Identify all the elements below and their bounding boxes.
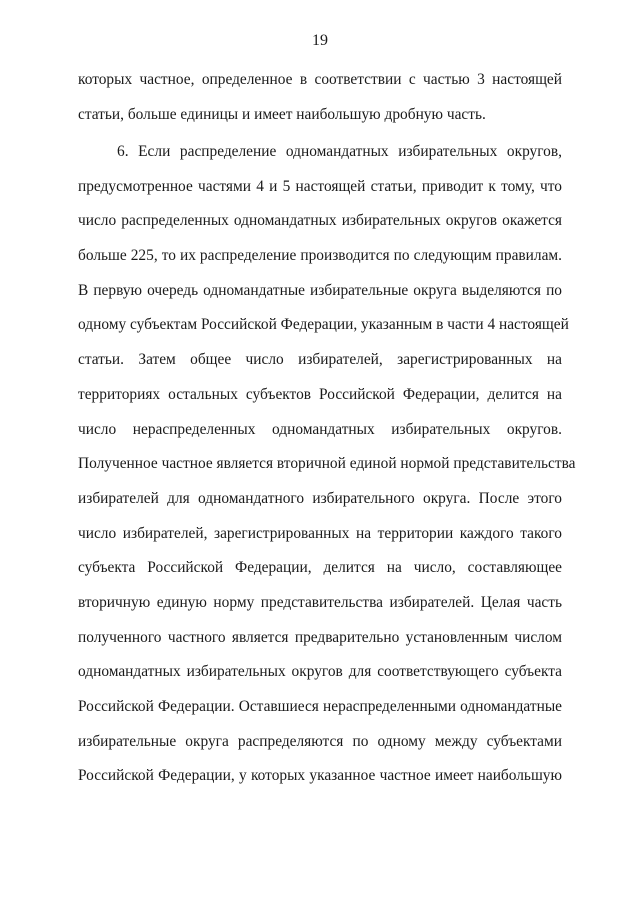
text-line: Российской Федерации, у которых указанное частное имеет наибольшую [78, 767, 562, 785]
text-line: территориях остальных субъектов Российской Федерации, делится на [78, 385, 562, 403]
text-line: статьи. Затем общее число избирателей, зарегистрированных на [78, 351, 562, 369]
paragraph-continuation [78, 70, 562, 139]
text-line: избирателей для одномандатного избирательного округа. После этого [78, 489, 562, 507]
text-line: одномандатных избирательных округов для соответствующего субъекта [78, 663, 562, 681]
text-line: число избирателей, зарегистрированных на территории каждого такого [78, 524, 562, 542]
text-line: Полученное частное является вторичной единой нормой представительства [78, 455, 576, 473]
text-line: Российской Федерации. Оставшиеся нераспределенными одномандатные [78, 698, 562, 715]
text-line: 6. Если распределение одномандатных избирательных округов, [117, 143, 562, 160]
text-line: вторичную единую норму представительства избирателей. Целая часть [78, 593, 562, 611]
text-line: число распределенных одномандатных избирательных округов окажется [78, 212, 562, 230]
text-line: одному субъектам Российской Федерации, указанным в части 4 настоящей [78, 316, 569, 334]
text-line: число нераспределенных одномандатных избирательных округов. [78, 420, 562, 438]
text-line: полученного частного является предварительно установленным числом [78, 628, 562, 646]
text-line: которых частное, определенное в соответствии с частью 3 настоящей [78, 71, 562, 88]
text-line: В первую очередь одномандатные избирательные округа выделяются по [78, 281, 562, 299]
page-number: 19 [312, 32, 328, 49]
text-line: избирательные округа распределяются по одному между субъектами [78, 732, 562, 750]
text-line: больше 225, то их распределение производится по следующим правилам. [78, 247, 562, 265]
paragraph-6 [78, 142, 576, 801]
text-line: субъекта Российской Федерации, делится на число, составляющее [78, 559, 562, 577]
text-line: статьи, больше единицы и имеет наибольшую дробную часть. [78, 105, 486, 123]
text-line: предусмотренное частями 4 и 5 настоящей статьи, приводит к тому, что [78, 177, 562, 195]
